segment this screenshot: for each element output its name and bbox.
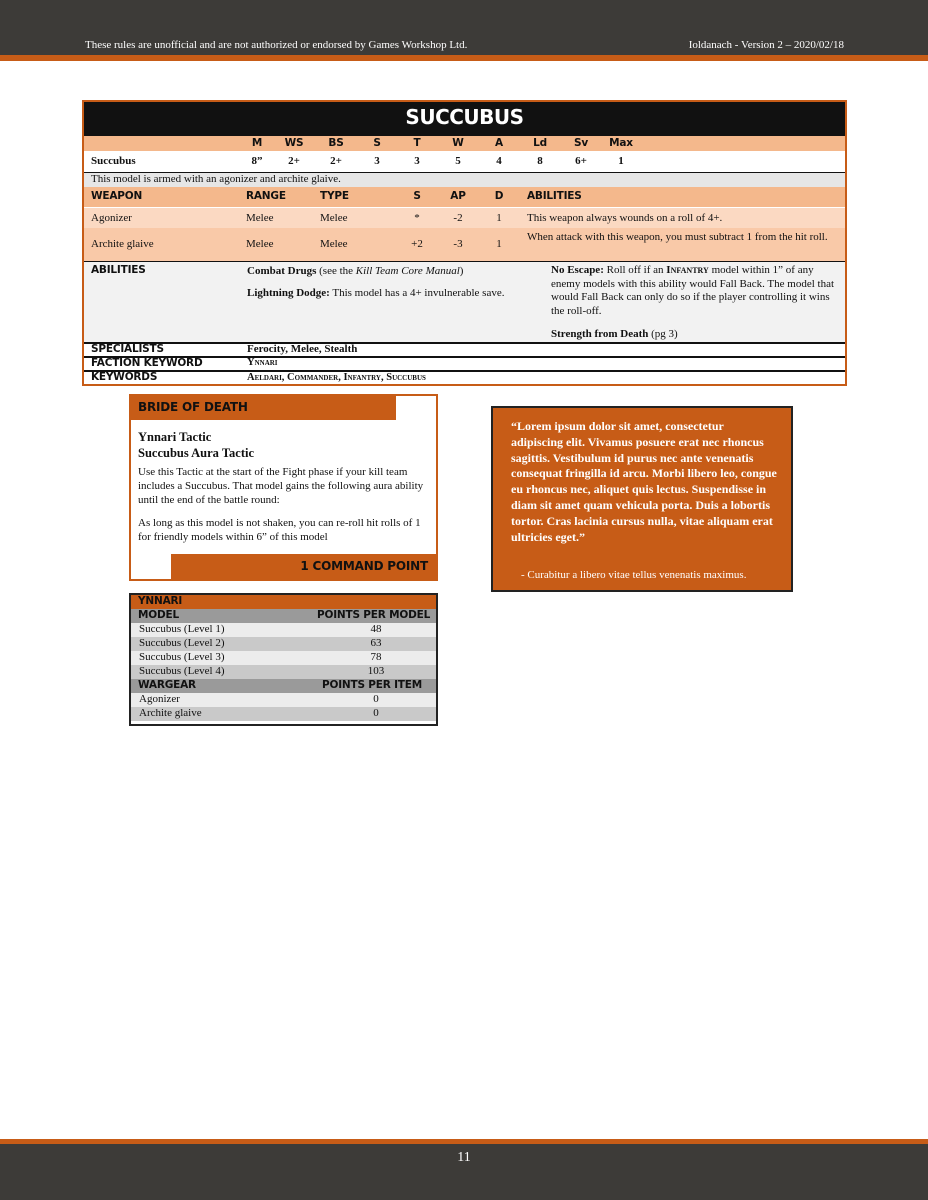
weapon-header-weapon: WEAPON: [91, 190, 143, 202]
stat-header-w: W: [452, 137, 464, 149]
weapon-row: [84, 228, 845, 261]
weapon-ap: -3: [453, 238, 463, 250]
weapon-header-s: S: [413, 190, 421, 202]
weapon-type: Melee: [320, 238, 348, 250]
model-name: Succubus: [91, 155, 136, 167]
stat-header-a: A: [495, 137, 503, 149]
points-wargear-name: Agonizer: [139, 693, 180, 705]
points-row: [131, 693, 436, 707]
points-faction: YNNARI: [138, 595, 183, 607]
faction-keyword-value: Ynnari: [247, 357, 278, 368]
weapon-header-range: RANGE: [246, 190, 286, 202]
stat-header-max: Max: [609, 137, 633, 149]
weapon-abilities: This weapon always wounds on a roll of 4+.: [527, 212, 723, 224]
specialists-label: SPECIALISTS: [91, 343, 164, 355]
tactic-effect: As long as this model is not shaken, you can re-roll hit rolls of 1 for friendly models within 6” of this model: [138, 517, 421, 543]
points-wargear-value: 0: [373, 707, 379, 719]
stat-header-row: [84, 136, 845, 151]
points-per-item-header: POINTS PER ITEM: [322, 679, 422, 691]
tactic-type: Ynnari Tactic: [138, 430, 212, 444]
weapon-strength: *: [414, 212, 420, 224]
model-stat-row: [84, 151, 845, 172]
ability-text: This model has a 4+ invulnerable save.: [329, 287, 505, 299]
weapon-damage: 1: [496, 238, 502, 250]
weapon-ap: -2: [453, 212, 463, 224]
points-table: [129, 593, 438, 726]
tactic-name: BRIDE OF DEATH: [138, 400, 248, 414]
stat-header-ld: Ld: [533, 137, 547, 149]
points-wargear-header: [131, 679, 436, 693]
ability-lightning-dodge: [247, 287, 547, 299]
ability-keyword: Infantry: [666, 264, 709, 276]
points-model-name: Succubus (Level 2): [139, 637, 225, 649]
datasheet-card: [82, 100, 847, 386]
header-accent-line: [0, 55, 928, 61]
ability-text: (see the: [316, 265, 356, 277]
points-row: [131, 637, 436, 651]
stat-sv: 6+: [575, 155, 587, 167]
ability-no-escape: [551, 264, 839, 318]
points-row: [131, 665, 436, 679]
points-wargear-name: Archite glaive: [139, 707, 202, 719]
flavor-quote: “Lorem ipsum dolor sit amet, consectetur adipiscing elit. Vivamus posuere erat nec rhoncus sagittis. Vestibulum id purus nec ante venenatis consequat fringilla id arcu. Morbi libero leo, congue eu rhoncus nec, aliquet quis lectus. Suspendisse in diam sit amet quam vehicula porta. Duis a lobortis tortor. Cras lacinia cursus nulla, vitae aliquam erat ultricies eget.”: [511, 419, 777, 544]
stat-header-t: T: [413, 137, 421, 149]
page-number: 11: [457, 1150, 471, 1165]
disclaimer-text: These rules are unofficial and are not authorized or endorsed by Games Workshop Ltd.: [85, 39, 468, 51]
weapon-name: Archite glaive: [91, 238, 154, 250]
weapon-abilities: When attack with this weapon, you must subtract 1 from the hit roll.: [527, 231, 828, 243]
ability-text: ): [459, 265, 464, 277]
weapon-header-row: [84, 187, 845, 207]
stat-m: 8”: [251, 155, 263, 167]
weapon-range: Melee: [246, 238, 274, 250]
stat-s: 3: [374, 155, 380, 167]
faction-keyword-row: [84, 358, 845, 370]
datasheet-title: SUCCUBUS: [405, 105, 524, 129]
stat-ld: 8: [537, 155, 543, 167]
wargear-column-header: WARGEAR: [138, 679, 196, 691]
page-footer: [0, 1139, 928, 1200]
tactic-header-bar: [131, 396, 396, 420]
datasheet-title-bar: [84, 102, 845, 136]
ability-book-ref: Kill Team Core Manual: [355, 265, 460, 277]
ability-name: No Escape:: [551, 264, 604, 276]
stat-header-m: M: [251, 137, 263, 149]
footer-accent-line: [0, 1139, 928, 1144]
equipment-note: This model is armed with an agonizer and archite glaive.: [91, 173, 341, 185]
tactic-cost-bar: [171, 554, 436, 579]
points-model-name: Succubus (Level 1): [139, 623, 225, 635]
ability-name: Strength from Death: [551, 328, 649, 340]
points-model-value: 48: [370, 623, 382, 635]
stat-w: 5: [455, 155, 461, 167]
ability-text: model within 1” of any enemy models with this ability would Fall Back. The model that would Fall Back can only do so if the player controlling it wins the roll-off.: [551, 264, 835, 317]
stat-t: 3: [414, 155, 420, 167]
stat-a: 4: [496, 155, 502, 167]
tactic-card: [129, 394, 438, 581]
ability-text: (pg 3): [648, 328, 678, 340]
flavor-quote-box: [491, 406, 793, 592]
points-model-value: 78: [370, 651, 382, 663]
flavor-attribution: - Curabitur a libero vitae tellus venenatis maximus.: [521, 569, 747, 581]
version-text: Ioldanach - Version 2 – 2020/02/18: [688, 39, 844, 51]
points-row: [131, 651, 436, 665]
weapon-header-d: D: [494, 190, 504, 202]
ability-combat-drugs: [247, 265, 547, 277]
keywords-row: [84, 372, 845, 384]
ability-strength-from-death: [551, 328, 839, 340]
points-per-model-header: POINTS PER MODEL: [317, 609, 431, 621]
faction-keyword-label: FACTION KEYWORD: [91, 357, 203, 369]
weapon-range: Melee: [246, 212, 274, 224]
abilities-label: ABILITIES: [91, 264, 146, 276]
points-model-value: 63: [370, 637, 382, 649]
points-wargear-value: 0: [373, 693, 379, 705]
tactic-cost: 1 COMMAND POINT: [300, 559, 428, 573]
stat-header-bs: BS: [328, 137, 344, 149]
weapon-header-abilities: ABILITIES: [527, 190, 582, 202]
model-column-header: MODEL: [138, 609, 179, 621]
stat-header-ws: WS: [284, 137, 304, 149]
points-model-name: Succubus (Level 3): [139, 651, 225, 663]
weapon-header-ap: AP: [450, 190, 466, 202]
points-row: [131, 623, 436, 637]
page-header: [0, 0, 928, 61]
stat-bs: 2+: [330, 155, 342, 167]
points-model-value: 103: [367, 665, 385, 677]
stat-header-s: S: [373, 137, 381, 149]
equipment-note-row: [84, 173, 845, 187]
ability-name: Lightning Dodge:: [247, 287, 330, 299]
stat-header-sv: Sv: [573, 137, 588, 149]
keywords-label: KEYWORDS: [91, 371, 158, 383]
weapon-row: [84, 208, 845, 228]
specialists-value: Ferocity, Melee, Stealth: [247, 343, 358, 355]
points-faction-row: [131, 595, 436, 609]
ability-name: Combat Drugs: [247, 265, 317, 277]
points-model-header: [131, 609, 436, 623]
stat-max: 1: [618, 155, 624, 167]
abilities-section: [84, 262, 845, 342]
weapon-strength: +2: [411, 238, 423, 250]
stat-ws: 2+: [288, 155, 300, 167]
weapon-damage: 1: [496, 212, 502, 224]
weapon-name: Agonizer: [91, 212, 132, 224]
ability-text: Roll off if an: [603, 264, 667, 276]
weapon-type: Melee: [320, 212, 348, 224]
specialists-row: [84, 344, 845, 356]
tactic-description: Use this Tactic at the start of the Fight phase if your kill team includes a Succubus. That model gains the following aura ability until the end of the battle round:: [138, 466, 424, 506]
keywords-value: Aeldari, Commander, Infantry, Succubus: [247, 372, 426, 383]
points-model-name: Succubus (Level 4): [139, 665, 225, 677]
tactic-subtype: Succubus Aura Tactic: [138, 446, 255, 460]
weapon-header-type: TYPE: [320, 190, 349, 202]
points-row: [131, 707, 436, 721]
